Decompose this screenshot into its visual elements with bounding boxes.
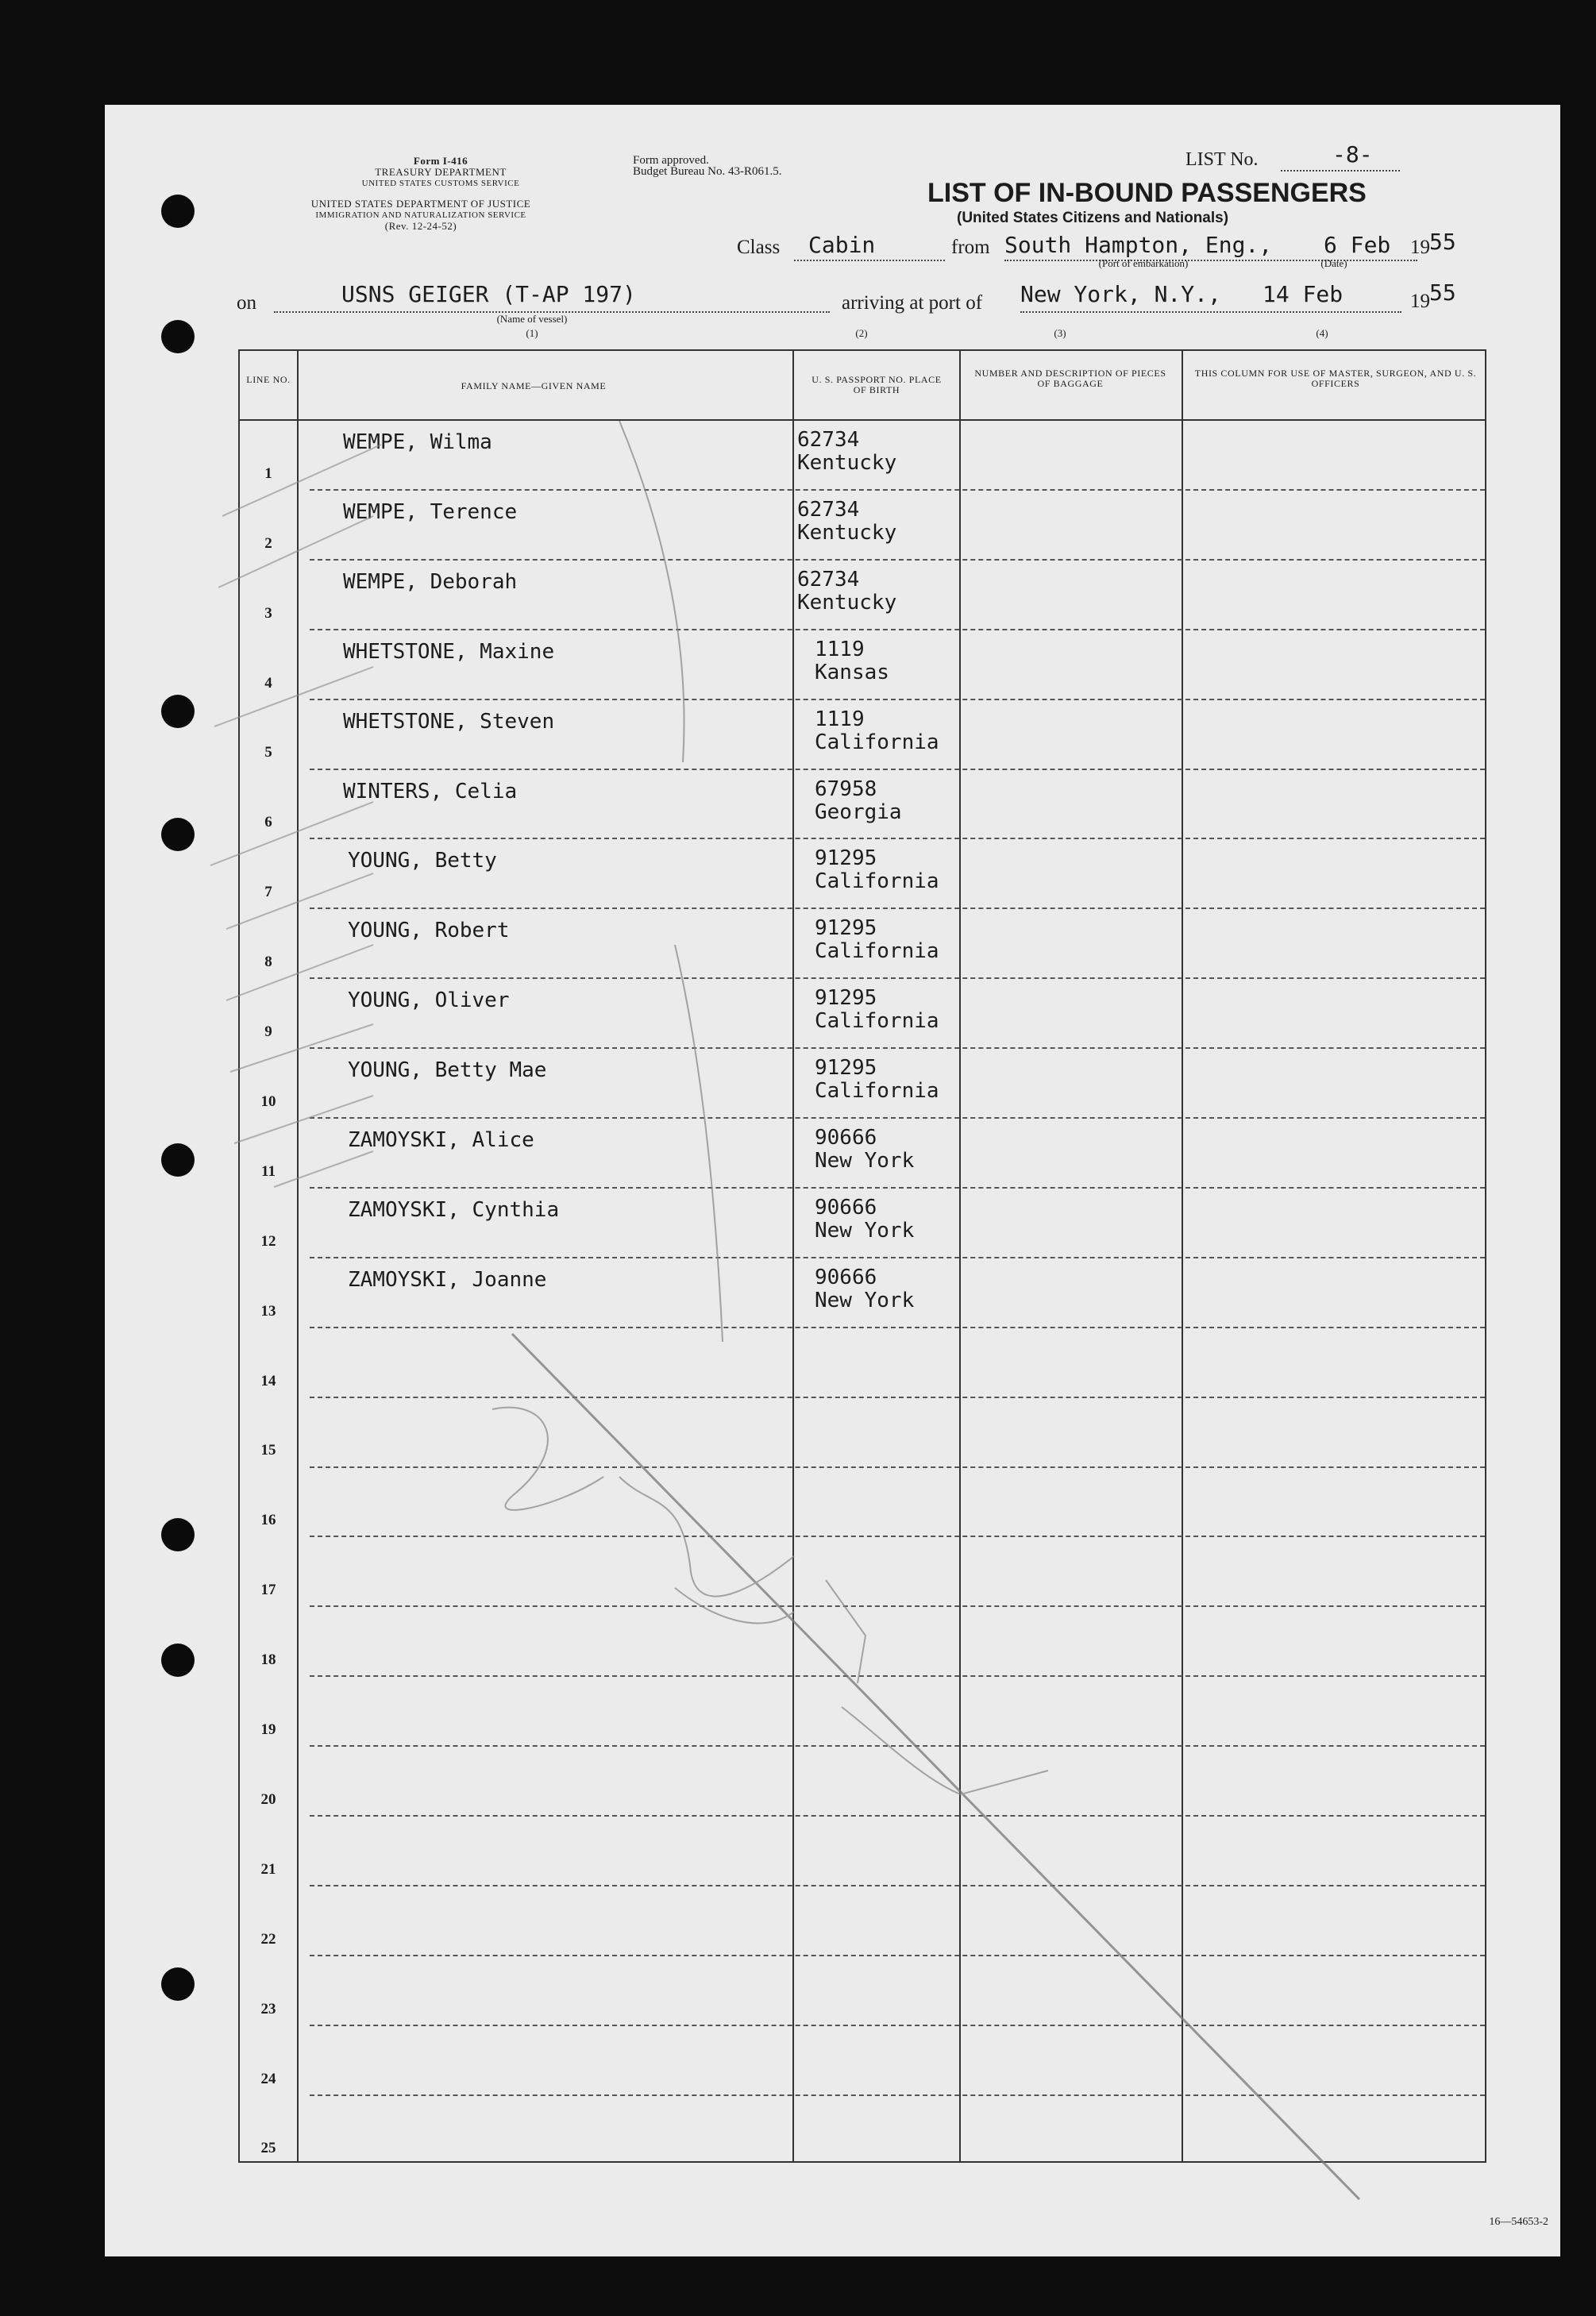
line-number: 10: [260, 1092, 276, 1110]
line-number: 13: [260, 1302, 276, 1320]
ins-service: IMMIGRATION AND NATURALIZATION SERVICE: [315, 210, 526, 220]
arrival-date: 14 Feb: [1263, 281, 1343, 307]
line-number: 7: [264, 884, 272, 901]
line-number: 14: [260, 1372, 276, 1389]
form-number: Form I-416: [413, 155, 468, 167]
place-of-birth: California: [815, 869, 939, 894]
line-number: 21: [260, 1860, 276, 1878]
line-number: 12: [260, 1232, 276, 1250]
line-number: 6: [264, 814, 272, 831]
passport-number: 67958: [815, 776, 877, 801]
place-of-birth: California: [815, 1079, 939, 1104]
line-number: 9: [264, 1023, 272, 1041]
passenger-name: YOUNG, Oliver: [348, 988, 510, 1013]
passenger-name: YOUNG, Betty Mae: [348, 1058, 547, 1083]
from-year-prefix: 19: [1410, 237, 1430, 258]
budget-bureau-no: Budget Bureau No. 43-R061.5.: [633, 165, 782, 178]
arriving-label: arriving at port of: [842, 292, 983, 314]
place-of-birth: New York: [815, 1149, 915, 1173]
passenger-name: WEMPE, Wilma: [343, 430, 492, 454]
place-of-birth: Kentucky: [797, 590, 897, 615]
col4-caption: (4): [1316, 327, 1328, 339]
customs-service: UNITED STATES CUSTOMS SERVICE: [361, 179, 520, 188]
place-of-birth: Kentucky: [797, 451, 897, 475]
passport-number: 62734: [797, 428, 860, 452]
line-number: 22: [260, 1930, 276, 1948]
line-number: 25: [260, 2140, 276, 2157]
passenger-name: ZAMOYSKI, Cynthia: [348, 1197, 560, 1222]
arrival-year-prefix: 19: [1410, 291, 1430, 312]
arrival-port: New York, N.Y.,: [1020, 281, 1221, 307]
passenger-name: ZAMOYSKI, Joanne: [348, 1267, 547, 1292]
passport-number: 91295: [815, 986, 877, 1011]
col-header-line-no: LINE NO.: [246, 374, 291, 385]
passport-number: 90666: [815, 1126, 877, 1150]
passport-number: 1119: [815, 707, 865, 731]
passport-number: 90666: [815, 1265, 877, 1289]
col-header-baggage: NUMBER AND DESCRIPTION OF PIECES OF BAGGAGE: [974, 368, 1166, 389]
passport-number: 91295: [815, 916, 877, 941]
passport-number: 91295: [815, 846, 877, 871]
passport-number: 1119: [815, 637, 865, 661]
on-label: on: [237, 292, 256, 314]
col2-caption: (2): [855, 327, 868, 339]
line-number: 11: [261, 1162, 276, 1180]
place-of-birth: California: [815, 939, 939, 964]
place-of-birth: New York: [815, 1288, 915, 1312]
treasury-dept: TREASURY DEPARTMENT: [375, 166, 507, 178]
passenger-name: YOUNG, Betty: [348, 849, 497, 873]
vessel-caption: (Name of vessel): [496, 313, 568, 325]
date-caption: (Date): [1320, 257, 1347, 269]
col-header-name: FAMILY NAME—GIVEN NAME: [461, 380, 607, 391]
revision-date: (Rev. 12-24-52): [384, 220, 457, 232]
line-number: 15: [260, 1442, 276, 1459]
vessel-caption-num: (1): [526, 327, 538, 339]
from-year: 55: [1429, 229, 1456, 255]
place-of-birth: Georgia: [815, 800, 902, 824]
line-number: 17: [260, 1582, 276, 1599]
place-of-birth: Kansas: [815, 660, 889, 684]
place-of-birth: California: [815, 730, 939, 754]
passport-number: 62734: [797, 497, 860, 522]
col-header-passport: U. S. PASSPORT NO. PLACE OF BIRTH: [811, 374, 942, 395]
form-title: LIST OF IN-BOUND PASSENGERS: [927, 178, 1367, 208]
col-header-officers: THIS COLUMN FOR USE OF MASTER, SURGEON, AND U. S. OFFICERS: [1194, 368, 1477, 389]
passenger-name: WEMPE, Deborah: [343, 569, 518, 594]
arrival-year: 55: [1429, 279, 1456, 306]
line-number: 19: [260, 1721, 276, 1739]
passenger-name: WHETSTONE, Steven: [343, 709, 555, 734]
col3-caption: (3): [1054, 327, 1066, 339]
justice-dept: UNITED STATES DEPARTMENT OF JUSTICE: [310, 198, 531, 210]
line-number: 8: [264, 954, 272, 971]
line-number: 3: [264, 604, 272, 622]
passenger-name: YOUNG, Robert: [348, 919, 510, 943]
print-code: 16—54653-2: [1489, 2216, 1548, 2228]
place-of-birth: Kentucky: [797, 520, 897, 545]
embarkation-port: South Hampton, Eng.,: [1004, 232, 1273, 258]
embarkation-date: 6 Feb: [1324, 232, 1391, 258]
passport-number: 90666: [815, 1195, 877, 1220]
passenger-name: ZAMOYSKI, Alice: [348, 1128, 534, 1152]
line-number: 20: [260, 1790, 276, 1808]
from-label: from: [951, 237, 990, 258]
place-of-birth: California: [815, 1009, 939, 1034]
vessel-name: USNS GEIGER (T-AP 197): [341, 281, 636, 307]
list-no-label: LIST No.: [1185, 149, 1259, 170]
line-number: 2: [264, 534, 272, 552]
passport-number: 62734: [797, 567, 860, 592]
line-number: 5: [264, 744, 272, 761]
line-number: 16: [260, 1512, 276, 1529]
line-number: 23: [260, 2000, 276, 2017]
form-approval: Form approved.: [633, 154, 709, 167]
passenger-name: WHETSTONE, Maxine: [343, 639, 555, 664]
line-number: 1: [264, 464, 272, 482]
line-number: 24: [260, 2070, 276, 2087]
line-number: 4: [264, 674, 272, 692]
list-no-value: -8-: [1332, 141, 1373, 168]
form-subtitle: (United States Citizens and Nationals): [957, 210, 1229, 226]
port-caption: (Port of embarkation): [1098, 257, 1189, 269]
place-of-birth: New York: [815, 1218, 915, 1243]
passport-number: 91295: [815, 1056, 877, 1081]
passenger-name: WEMPE, Terence: [343, 499, 518, 524]
passenger-name: WINTERS, Celia: [343, 779, 518, 803]
line-number: 18: [260, 1651, 276, 1669]
class-value: Cabin: [808, 232, 876, 258]
class-label: Class: [737, 237, 781, 258]
